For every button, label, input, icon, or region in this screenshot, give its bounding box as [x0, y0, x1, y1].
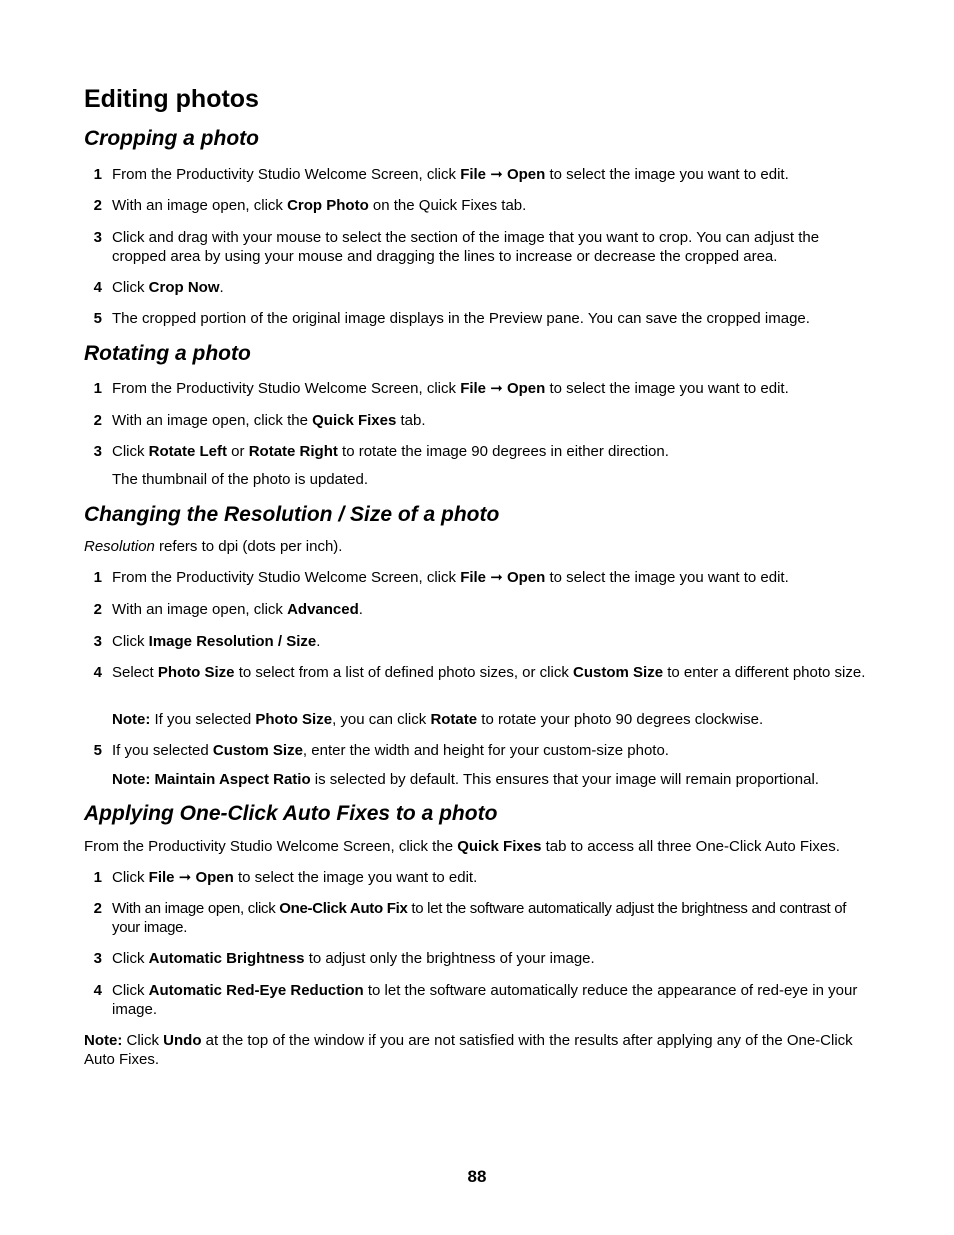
arrow-icon: ➞: [490, 569, 503, 586]
note: Note: Click Undo at the top of the window if you are not satisfied with the results after applying any of the One-Click Auto Fixes.: [84, 1032, 853, 1068]
step-text: Click Automatic Red-Eye Reduction to let the software automatically reduce the appearance of red-eye in your image.: [112, 982, 858, 1018]
step-number: 2: [93, 412, 102, 429]
step-text: From the Productivity Studio Welcome Screen, click File ➞ Open to select the image you want to edit.: [112, 166, 789, 183]
page-title: Editing photos: [84, 85, 259, 113]
section-heading-autofix: Applying One-Click Auto Fixes to a photo: [84, 802, 498, 825]
step-text: With an image open, click One-Click Auto Fix to let the software automatically adjust the brightness and contrast of your image.: [112, 900, 847, 936]
step-text: Click Automatic Brightness to adjust only the brightness of your image.: [112, 950, 595, 967]
step-number: 1: [93, 569, 102, 586]
step-text: Select Photo Size to select from a list of defined photo sizes, or click Custom Size to enter a different photo size.: [112, 664, 866, 681]
section-intro: From the Productivity Studio Welcome Screen, click the Quick Fixes tab to access all three One-Click Auto Fixes.: [84, 838, 840, 855]
note: Note: Maintain Aspect Ratio is selected by default. This ensures that your image will remain proportional.: [112, 771, 819, 788]
step-text: With an image open, click Advanced.: [112, 601, 363, 618]
arrow-icon: ➞: [178, 869, 192, 886]
step-text: If you selected Custom Size, enter the width and height for your custom-size photo.: [112, 742, 669, 759]
arrow-icon: ➞: [490, 166, 503, 183]
step-number: 5: [93, 742, 102, 759]
step-number: 2: [93, 900, 102, 917]
step-result-text: The thumbnail of the photo is updated.: [112, 471, 369, 488]
step-number: 4: [93, 982, 102, 999]
step-text: Click Crop Now.: [112, 279, 224, 296]
step-number: 1: [93, 380, 102, 397]
step-number: 3: [93, 229, 102, 246]
step-number: 5: [93, 310, 102, 327]
step-text: Click File ➞ Open to select the image you want to edit.: [112, 869, 478, 886]
arrow-icon: ➞: [490, 380, 503, 397]
step-text: Click and drag with your mouse to select the section of the image that you want to crop. You can adjust the cropped area by using your mouse and dragging the lines to increase or decrease the cropped area.: [112, 229, 820, 265]
step-number: 2: [93, 601, 102, 618]
step-number: 1: [93, 166, 102, 183]
step-text: From the Productivity Studio Welcome Screen, click File ➞ Open to select the image you want to edit.: [112, 380, 789, 397]
step-text: The cropped portion of the original image displays in the Preview pane. You can save the cropped image.: [112, 310, 810, 327]
note: Note: If you selected Photo Size, you can click Rotate to rotate your photo 90 degrees clockwise.: [112, 711, 764, 728]
section-heading-resolution: Changing the Resolution / Size of a photo: [84, 503, 500, 526]
page-number: 88: [467, 1167, 487, 1186]
step-number: 4: [93, 664, 102, 681]
step-number: 4: [93, 279, 102, 296]
section-heading-rotating: Rotating a photo: [84, 342, 251, 365]
step-number: 3: [93, 443, 102, 460]
step-number: 3: [93, 633, 102, 650]
section-heading-cropping: Cropping a photo: [84, 127, 259, 150]
step-number: 2: [93, 197, 102, 214]
step-number: 3: [93, 950, 102, 967]
step-text: With an image open, click the Quick Fixes tab.: [112, 412, 426, 429]
section-intro: Resolution refers to dpi (dots per inch).: [84, 538, 343, 555]
step-text: With an image open, click Crop Photo on the Quick Fixes tab.: [112, 197, 527, 214]
step-text: Click Image Resolution / Size.: [112, 633, 321, 650]
step-number: 1: [93, 869, 102, 886]
step-text: Click Rotate Left or Rotate Right to rotate the image 90 degrees in either direction.: [112, 443, 669, 460]
step-text: From the Productivity Studio Welcome Screen, click File ➞ Open to select the image you want to edit.: [112, 569, 789, 586]
